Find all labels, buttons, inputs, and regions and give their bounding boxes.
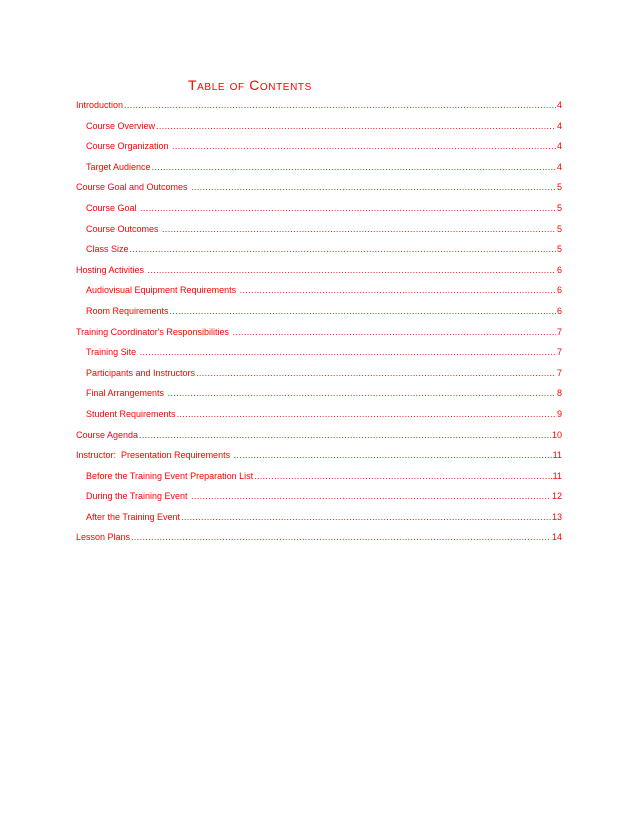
dot-leader (140, 346, 556, 358)
toc-page-number: 12 (551, 491, 562, 502)
dot-leader (152, 161, 556, 173)
dot-leader (177, 408, 556, 420)
toc-page-number: 6 (556, 264, 562, 275)
toc-entry-course-goal[interactable] (76, 202, 562, 223)
dot-leader (131, 531, 551, 543)
toc-page-number: 14 (551, 532, 562, 543)
dot-leader (234, 449, 552, 461)
toc-entry-target-audience[interactable] (76, 161, 562, 182)
toc-entry-label: Hosting Activities (76, 264, 147, 275)
toc-entry-label: Course Goal and Outcomes (76, 182, 191, 193)
toc-page-number: 11 (552, 450, 562, 461)
toc-entry-label: Instructor: Presentation Requirements (76, 450, 233, 461)
toc-page-number: 4 (556, 161, 562, 172)
toc-entry-course-outcomes[interactable] (76, 223, 562, 244)
toc-entry-label: Class Size (86, 244, 129, 255)
toc-page-number: 9 (556, 408, 562, 419)
toc-page-number: 4 (556, 120, 562, 131)
toc-entry-class-size[interactable] (76, 243, 562, 264)
toc-entry-label: Participants and Instructors (86, 367, 196, 378)
dot-leader (172, 140, 556, 152)
dot-leader (130, 243, 556, 255)
toc-entry-room-requirements[interactable] (76, 305, 562, 326)
toc-entry-course-goal-and-outcomes[interactable] (76, 181, 562, 202)
toc-entry-label: Course Overview (86, 120, 156, 131)
toc-entry-training-coordinators-responsibilities[interactable] (76, 326, 562, 347)
dot-leader (240, 284, 556, 296)
toc-page-number: 5 (556, 202, 562, 213)
toc-entry-before-the-training-event[interactable] (76, 470, 562, 491)
toc-entry-label: Student Requirements (86, 408, 176, 419)
dot-leader (168, 387, 556, 399)
dot-leader (191, 181, 556, 193)
toc-entry-participants-and-instructors[interactable] (76, 367, 562, 388)
toc-entry-final-arrangements[interactable] (76, 387, 562, 408)
toc-entry-instructor-presentation-requirements[interactable] (76, 449, 562, 470)
toc-entry-label: Training Coordinator's Responsibilities (76, 326, 232, 337)
toc-page-number: 5 (556, 182, 562, 193)
toc-entry-hosting-activities[interactable] (76, 264, 562, 285)
toc-page-number: 11 (552, 470, 562, 481)
toc-page-number: 13 (551, 511, 562, 522)
toc-entry-course-overview[interactable] (76, 120, 562, 141)
toc-page-number: 8 (556, 388, 562, 399)
dot-leader (156, 120, 556, 132)
toc-entry-label: After the Training Event (86, 511, 181, 522)
toc-page-number: 5 (556, 223, 562, 234)
dot-leader (140, 202, 556, 214)
toc-page-number: 10 (551, 429, 562, 440)
dot-leader (124, 99, 556, 111)
toc-entry-label: Course Outcomes (86, 223, 162, 234)
toc-page-number: 7 (556, 347, 562, 358)
dot-leader (162, 223, 556, 235)
toc-page-number: 6 (556, 285, 562, 296)
toc-entry-label: Audiovisual Equipment Requirements (86, 285, 239, 296)
toc-entry-course-organization[interactable] (76, 140, 562, 161)
toc-page-number: 6 (556, 305, 562, 316)
toc-entry-student-requirements[interactable] (76, 408, 562, 429)
dot-leader (196, 367, 556, 379)
dot-leader (148, 264, 556, 276)
dot-leader (191, 490, 551, 502)
toc-entry-label: Final Arrangements (86, 388, 167, 399)
toc-entry-during-the-training-event[interactable] (76, 490, 562, 511)
dot-leader (254, 470, 552, 482)
toc-entry-after-the-training-event[interactable] (76, 511, 562, 532)
table-of-contents (76, 99, 562, 552)
toc-page-number: 4 (556, 141, 562, 152)
toc-page-number: 7 (556, 367, 562, 378)
toc-entry-label: Room Requirements (86, 305, 169, 316)
toc-entry-label: Introduction (76, 100, 124, 110)
dot-leader (181, 511, 551, 523)
dot-leader (232, 326, 556, 338)
toc-entry-label: Course Agenda (76, 429, 139, 440)
page-title: Table of Contents (188, 77, 312, 93)
toc-page-number: 4 (556, 100, 562, 110)
toc-entry-label: Target Audience (86, 161, 151, 172)
toc-entry-lesson-plans[interactable] (76, 531, 562, 552)
toc-page-number: 7 (556, 326, 562, 337)
toc-entry-introduction[interactable] (76, 99, 562, 120)
toc-entry-label: Training Site (86, 347, 139, 358)
dot-leader (170, 305, 556, 317)
toc-entry-training-site[interactable] (76, 346, 562, 367)
toc-entry-label: Course Goal (86, 202, 140, 213)
dot-leader (139, 429, 551, 441)
toc-entry-label: Course Organization (86, 141, 172, 152)
toc-entry-label: Before the Training Event Preparation List (86, 470, 254, 481)
toc-entry-course-agenda[interactable] (76, 429, 562, 450)
toc-entry-label: During the Training Event (86, 491, 191, 502)
toc-page-number: 5 (556, 244, 562, 255)
toc-entry-audiovisual-equipment-requirements[interactable] (76, 284, 562, 305)
toc-entry-label: Lesson Plans (76, 532, 131, 543)
